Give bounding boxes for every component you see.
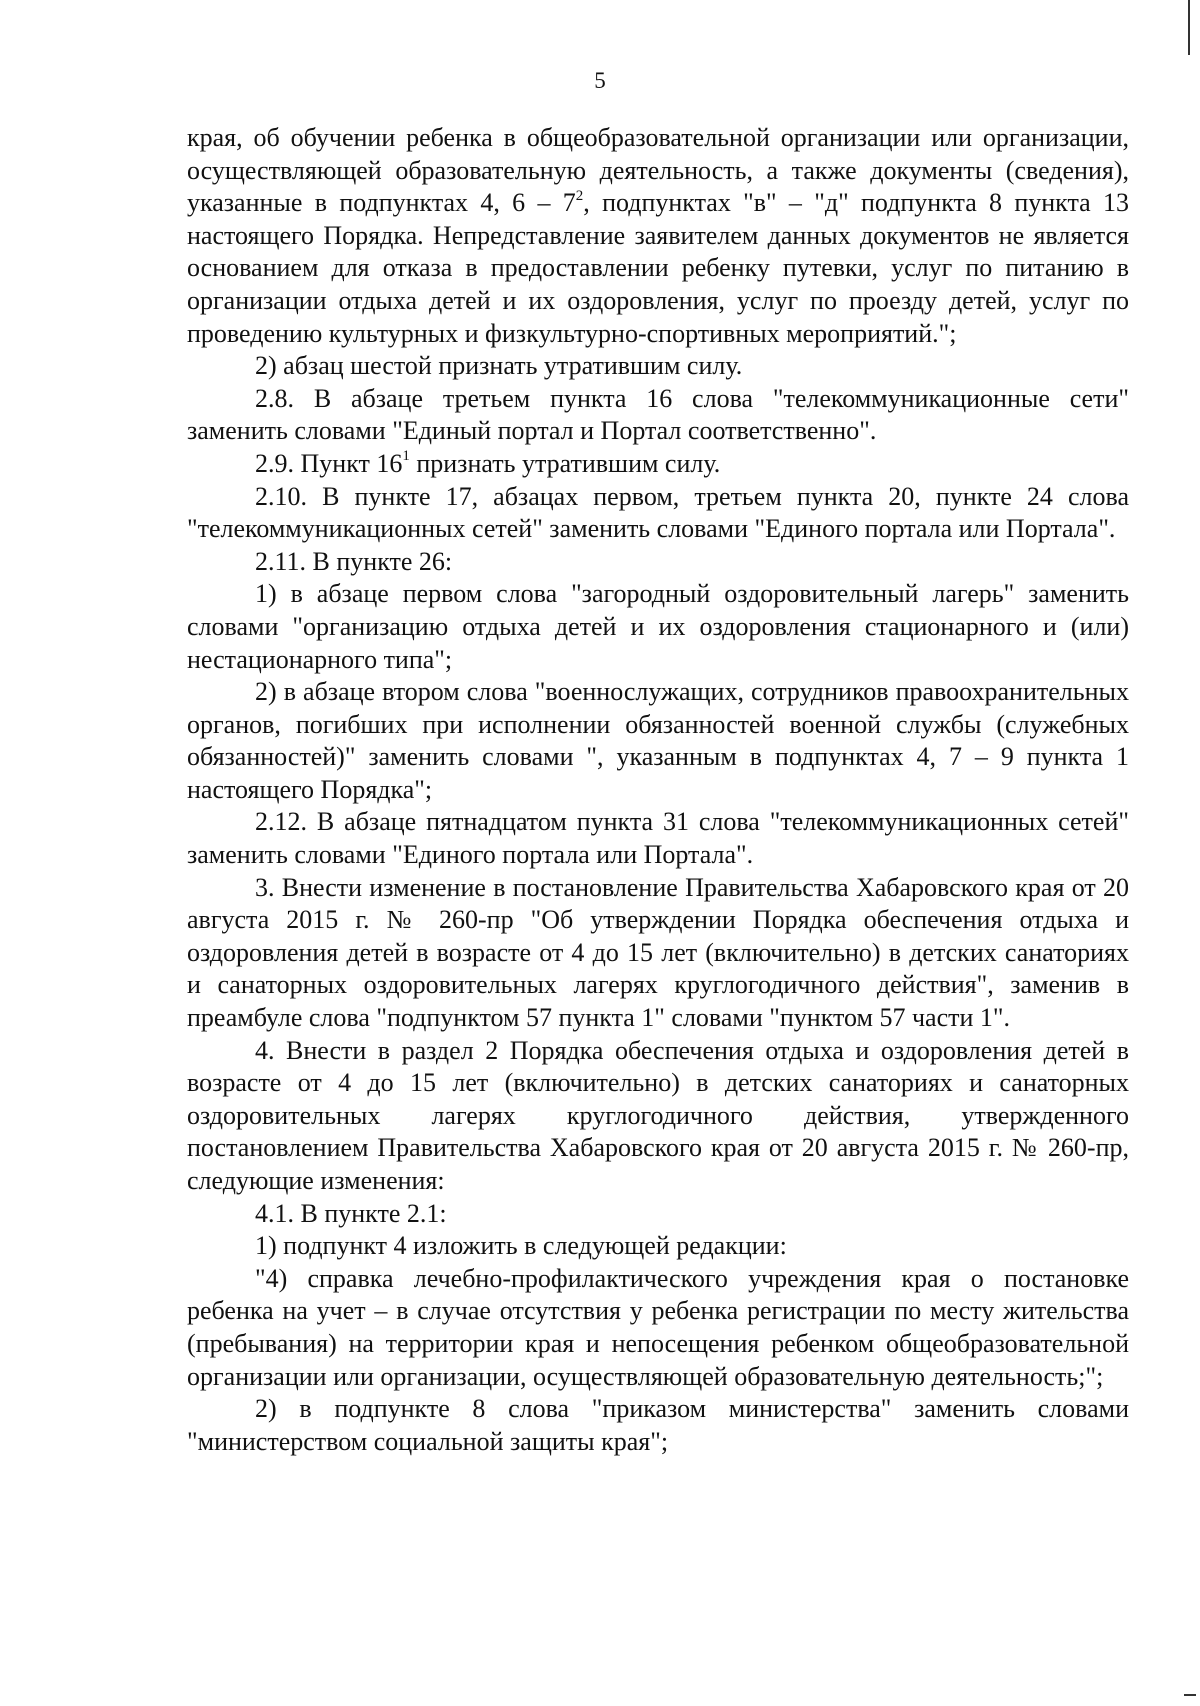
paragraph [187,383,1129,448]
paragraph-text: 2.11. В пункте 26: [255,546,453,576]
superscript: 2 [575,187,584,204]
paragraph [187,448,1129,481]
paragraph [187,122,1129,350]
paragraph-text: 1) в абзаце первом слова "загородный оздоровительный лагерь" заменить словами "организацию отдыха детей и их оздоровления стационарного и (или) нестационарного типа"; [187,579,1129,674]
paragraph-text: 4. Внести в раздел 2 Порядка обеспечения отдыха и оздоровления детей в возрасте от 4 до 15 лет (включительно) в детских санаториях и санаторных оздоровительных лагерях круглогодичного действия, утвержденного постановлением Правительства Хабаровского края от 20 августа 2015 г. № 260-пр, следующие изменения: [187,1035,1129,1195]
paragraph-text: 2) в подпункте 8 слова "приказом министерства" заменить словами "министерством социальной защиты края"; [187,1394,1129,1456]
paragraph-text: 1) подпункт 4 изложить в следующей редакции: [255,1231,787,1261]
paragraph-text: 2.8. В абзаце третьем пункта 16 слова "телекоммуникационные сети" заменить словами "Единый портал и Портал соответственно". [187,383,1129,446]
superscript: 1 [402,448,410,465]
paragraph-text: 2.9. Пункт 16 [255,448,403,478]
paragraph-text: 2) в абзаце втором слова "военнослужащих, сотрудников правоохранительных органов, погибших при исполнении обязанностей военной службы (служебных обязанностей)" заменить словами ", указанным в подпунктах 4, 7 – 9 пункта 1 настоящего Порядка"; [187,677,1129,804]
paragraph-text: 2.10. В пункте 17, абзацах первом, третьем пункта 20, пункте 24 слова "телекоммуникационных сетей" заменить словами "Единого портала или Портала". [187,481,1129,544]
paragraph-text: 2) абзац шестой признать утратившим силу. [255,351,743,381]
paragraph [187,806,1129,871]
paragraph [187,1230,1129,1263]
paragraph-text: признать утратившим силу. [409,448,721,478]
document-body [187,122,1129,1458]
paragraph [187,1035,1129,1198]
paragraph [187,1198,1129,1231]
paragraph [187,1263,1129,1393]
paragraph [187,481,1129,546]
paragraph [187,676,1129,806]
paragraph [187,1393,1129,1458]
paragraph [187,872,1129,1035]
paragraph [187,546,1129,579]
scan-edge-mark-bottom [1184,1694,1196,1696]
paragraph [187,350,1129,383]
paragraph-text: края, об обучении ребенка в общеобразовательной организации или организации, осуществляющей образовательную деятельность, а также документы (сведения), указанные в подпунктах 4, 6 – 7 [187,123,1129,218]
paragraph [187,578,1129,676]
paragraph-text: 4.1. В пункте 2.1: [255,1198,447,1228]
paragraph-text: "4) справка лечебно-профилактического учреждения края о постановке ребенка на учет – в случае отсутствия у ребенка регистрации по месту жительства (пребывания) на территории края и непосещения ребенком общеобразовательной организации или организации, осуществляющей образовательную деятельность;"; [187,1263,1129,1391]
paragraph-text: 3. Внести изменение в постановление Правительства Хабаровского края от 20 августа 2015 г. № 260-пр "Об утверждении Порядка обеспечения отдыха и оздоровления детей в возрасте от 4 до 15 лет (включительно) в детских санаториях и санаторных оздоровительных лагерях круглогодичного действия", заменив в преамбуле слова "подпунктом 57 пункта 1" словами "пунктом 57 части 1". [187,872,1129,1033]
page-number: 5 [594,68,606,93]
paragraph-text: , подпунктах "в" – "д" подпункта 8 пункта 13 настоящего Порядка. Непредставление заявителем данных документов не является основанием для отказа в предоставлении ребенку путевки, услуг по питанию в организации отдыха детей и их оздоровления, услуг по проезду детей, услуг по проведению культурных и физкультурно-спортивных мероприятий."; [187,188,1129,348]
scan-edge-mark-top [1188,0,1190,55]
paragraph-text: 2.12. В абзаце пятнадцатом пункта 31 слова "телекоммуникационных сетей" заменить словами "Единого портала или Портала". [187,807,1129,870]
